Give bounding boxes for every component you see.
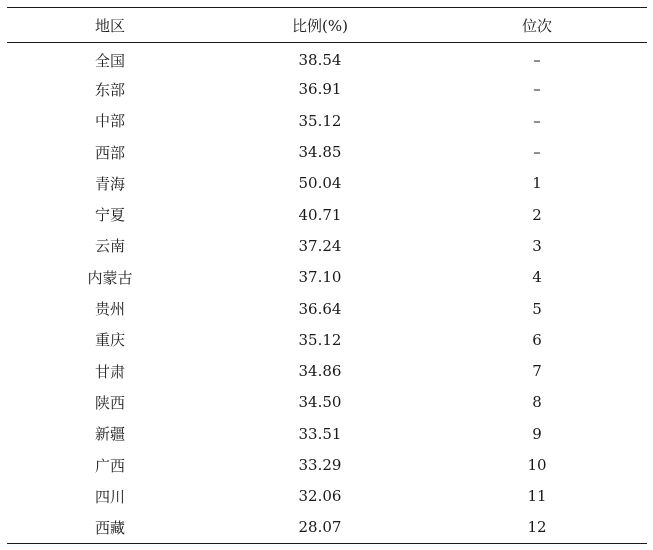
region-cell: 内蒙古 xyxy=(87,268,133,287)
ratio-cell: 38.54 xyxy=(298,51,342,70)
table-row xyxy=(7,418,647,449)
rank-cell: – xyxy=(533,111,541,130)
rank-cell: 10 xyxy=(527,456,547,474)
region-cell: 甘肃 xyxy=(94,362,125,381)
table-row xyxy=(7,199,647,230)
table-row xyxy=(7,512,647,543)
data-table-container xyxy=(7,7,647,544)
rank-cell: 6 xyxy=(532,330,542,349)
ratio-cell: 36.91 xyxy=(298,80,342,99)
rank-cell: 2 xyxy=(532,205,542,224)
table-row xyxy=(7,168,647,199)
rank-cell: 8 xyxy=(532,393,542,412)
rank-cell: 12 xyxy=(527,518,547,537)
ratio-cell: 35.12 xyxy=(298,111,342,130)
region-cell: 陕西 xyxy=(94,393,125,412)
table-row xyxy=(7,449,647,480)
region-cell: 云南 xyxy=(94,237,125,256)
table-row xyxy=(7,105,647,136)
region-cell: 东部 xyxy=(94,80,125,99)
region-cell: 西部 xyxy=(94,143,125,162)
table-row xyxy=(7,481,647,512)
table-row xyxy=(7,136,647,167)
rank-cell: 5 xyxy=(532,299,542,318)
table-row xyxy=(7,293,647,324)
table-row xyxy=(7,387,647,418)
region-ratio-table xyxy=(7,7,647,544)
region-cell: 广西 xyxy=(94,456,125,475)
ratio-cell: 50.04 xyxy=(298,174,342,193)
ratio-cell: 34.50 xyxy=(298,393,342,412)
header-region: 地区 xyxy=(94,16,125,35)
region-cell: 中部 xyxy=(94,112,125,131)
ratio-cell: 33.51 xyxy=(298,424,342,443)
table-body xyxy=(7,43,647,544)
header-ratio: 比例(%) xyxy=(292,16,348,35)
rank-cell: 11 xyxy=(527,487,547,506)
rank-cell: 1 xyxy=(532,174,542,193)
header-rank: 位次 xyxy=(521,16,552,35)
ratio-cell: 32.06 xyxy=(298,487,342,506)
table-row xyxy=(7,324,647,355)
ratio-cell: 28.07 xyxy=(298,518,342,537)
table-row xyxy=(7,74,647,105)
region-cell: 新疆 xyxy=(94,425,125,444)
ratio-cell: 34.85 xyxy=(298,143,342,162)
table-row xyxy=(7,230,647,261)
region-cell: 贵州 xyxy=(94,300,125,319)
region-cell: 四川 xyxy=(94,487,125,506)
rank-cell: – xyxy=(533,143,541,162)
rank-cell: 3 xyxy=(532,236,542,255)
table-row xyxy=(7,43,647,74)
ratio-cell: 33.29 xyxy=(298,456,342,474)
header-row xyxy=(7,8,647,43)
table-row xyxy=(7,262,647,293)
ratio-cell: 36.64 xyxy=(298,299,342,318)
region-cell: 重庆 xyxy=(94,331,125,350)
table-row xyxy=(7,355,647,386)
rank-cell: – xyxy=(533,51,541,70)
ratio-cell: 37.10 xyxy=(298,268,342,287)
region-cell: 西藏 xyxy=(94,518,125,537)
ratio-cell: 35.12 xyxy=(298,330,342,349)
region-cell: 青海 xyxy=(94,174,125,193)
region-cell: 宁夏 xyxy=(94,206,125,225)
table-header xyxy=(7,8,647,43)
region-cell: 全国 xyxy=(94,51,125,70)
rank-cell: 7 xyxy=(532,362,542,381)
rank-cell: 9 xyxy=(532,424,542,443)
rank-cell: 4 xyxy=(532,268,542,287)
ratio-cell: 34.86 xyxy=(298,362,342,381)
rank-cell: – xyxy=(533,80,541,99)
ratio-cell: 37.24 xyxy=(298,236,342,255)
ratio-cell: 40.71 xyxy=(298,205,342,224)
